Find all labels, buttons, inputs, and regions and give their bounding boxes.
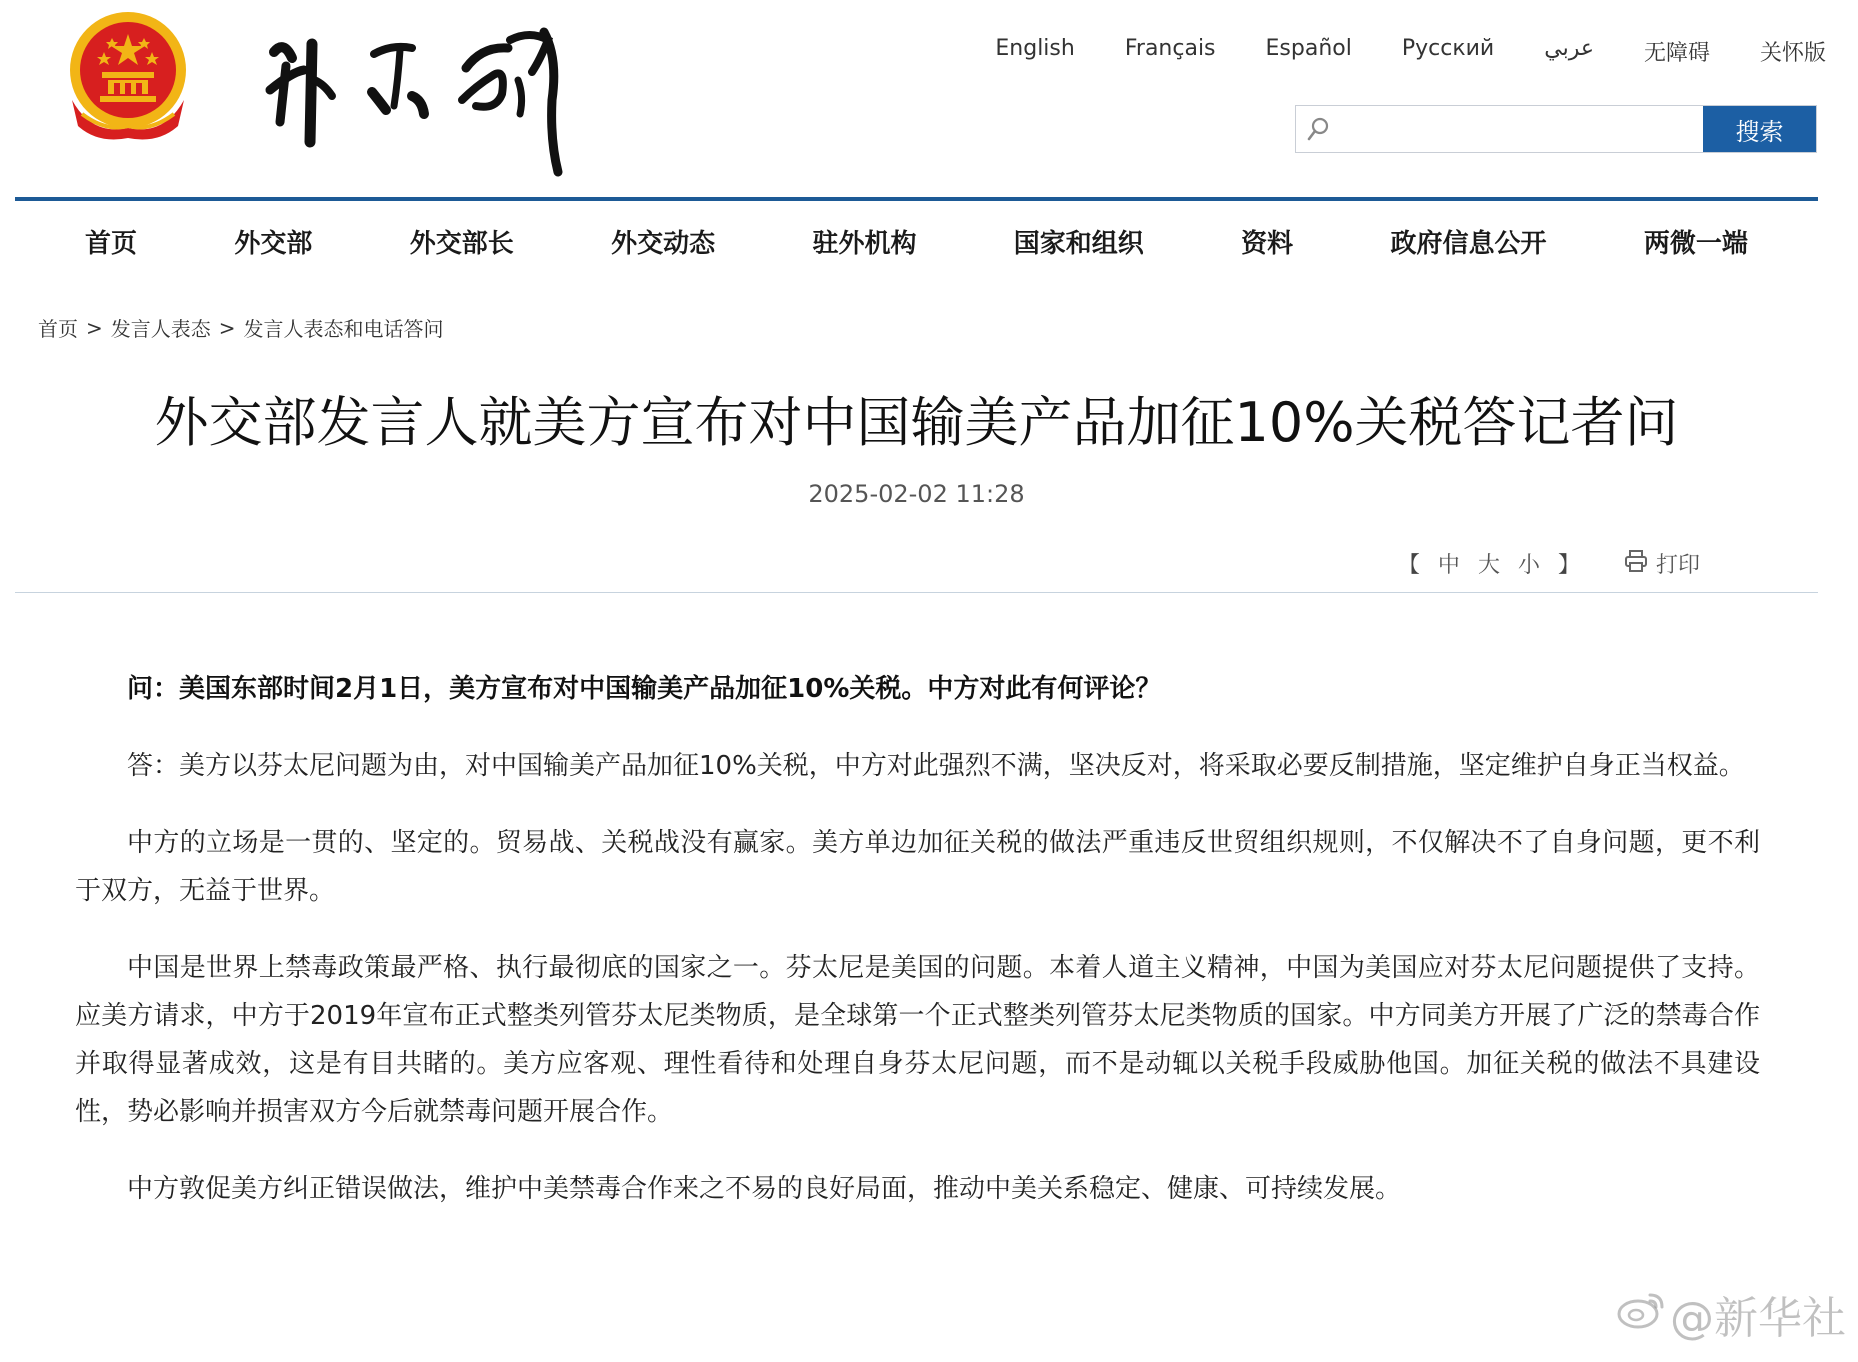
article-paragraph: 中国是世界上禁毒政策最严格、执行最彻底的国家之一。芬太尼是美国的问题。本着人道主义精神，中国为美国应对芬太尼问题提供了支持。应美方请求，中方于2019年宣布正式整类列管芬太尼类物质，是全球第一个正式整类列管芬太尼类物质的国家。中方同美方开展了广泛的禁毒合作并取得显著成效，这是有目共睹的。美方应客观、理性看待和处理自身芬太尼问题，而不是动辄以关税手段威胁他国。加征关税的做法不具建设性，势必影响并损害双方今后就禁毒问题开展合作。 [75, 953, 1760, 1127]
lang-arabic-link[interactable]: عربي [1544, 36, 1594, 61]
nav-countries-organizations[interactable]: 国家和组织 [1013, 228, 1144, 259]
bracket-close: 】 [1557, 553, 1580, 578]
article-paragraph: 中方敦促美方纠正错误做法，维护中美禁毒合作来之不易的良好局面，推动中美关系稳定、健康、可持续发展。 [127, 1174, 1402, 1204]
print-label: 打印 [1655, 553, 1700, 578]
lang-french-link[interactable]: Français [1124, 36, 1216, 61]
watermark [1616, 1282, 1846, 1346]
search-icon [1296, 106, 1340, 152]
font-size-control [1398, 548, 1580, 579]
breadcrumb [38, 313, 444, 342]
breadcrumb-separator: > [218, 315, 236, 340]
article-date: 2025-02-02 11:28 [808, 480, 1025, 508]
font-size-small-button[interactable]: 小 [1517, 553, 1540, 578]
print-button[interactable] [1624, 548, 1700, 579]
nav-diplomatic-news[interactable]: 外交动态 [611, 228, 716, 259]
breadcrumb-current[interactable]: 发言人表态和电话答问 [243, 317, 444, 341]
article-body [75, 665, 1760, 1242]
search-box [1295, 105, 1817, 153]
content-divider [15, 592, 1818, 593]
header-divider [15, 197, 1818, 201]
main-nav [15, 210, 1818, 272]
nav-missions-abroad[interactable]: 驻外机构 [812, 228, 917, 259]
ministry-calligraphy-logo[interactable] [262, 10, 602, 185]
national-emblem-logo[interactable] [62, 8, 194, 146]
search-input[interactable] [1340, 106, 1703, 152]
nav-government-info[interactable]: 政府信息公开 [1390, 228, 1547, 259]
lang-spanish-link[interactable]: Español [1265, 36, 1352, 61]
search-button[interactable]: 搜索 [1703, 106, 1816, 152]
elderly-care-version-link[interactable]: 关怀版 [1759, 41, 1826, 66]
font-size-large-button[interactable]: 大 [1477, 553, 1500, 578]
nav-minister[interactable]: 外交部长 [409, 228, 514, 259]
article-paragraph: 中方的立场是一贯的、坚定的。贸易战、关税战没有赢家。美方单边加征关税的做法严重违反世贸组织规则，不仅解决不了自身问题，更不利于双方，无益于世界。 [75, 828, 1760, 906]
nav-ministry[interactable]: 外交部 [234, 228, 313, 259]
printer-icon [1624, 550, 1648, 578]
accessibility-link[interactable]: 无障碍 [1643, 41, 1710, 66]
breadcrumb-spokesperson[interactable]: 发言人表态 [110, 317, 211, 341]
article-tools [1398, 548, 1700, 579]
nav-resources[interactable]: 资料 [1241, 228, 1294, 259]
article-paragraph: 答：美方以芬太尼问题为由，对中国输美产品加征10%关税，中方对此强烈不满，坚决反对，将采取必要反制措施，坚定维护自身正当权益。 [127, 751, 1745, 781]
lang-english-link[interactable]: English [995, 36, 1075, 61]
weibo-icon [1616, 1289, 1666, 1340]
breadcrumb-separator: > [86, 315, 103, 340]
font-size-medium-button[interactable]: 中 [1437, 553, 1460, 578]
breadcrumb-home[interactable]: 首页 [38, 317, 78, 341]
article-question: 问：美国东部时间2月1日，美方宣布对中国输美产品加征10%关税。中方对此有何评论？ [127, 674, 1162, 704]
nav-social-media[interactable]: 两微一端 [1643, 228, 1748, 259]
article-title: 外交部发言人就美方宣布对中国输美产品加征10%关税答记者问 [154, 391, 1679, 454]
lang-russian-link[interactable]: Русский [1401, 36, 1495, 61]
bracket-open: 【 [1397, 553, 1420, 578]
nav-home[interactable]: 首页 [85, 228, 138, 259]
language-bar [945, 36, 1826, 67]
watermark-text: @新华社 [1670, 1293, 1846, 1344]
